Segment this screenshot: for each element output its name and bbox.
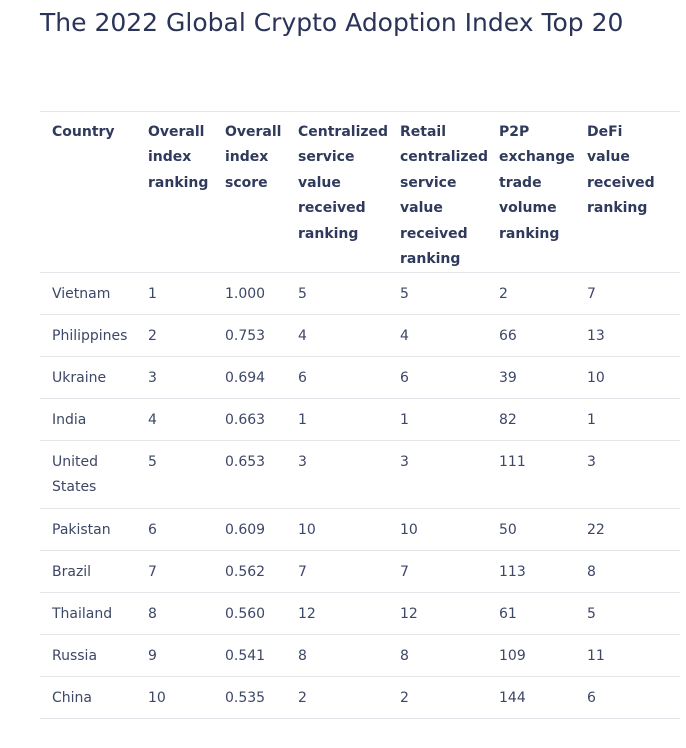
header-line: ranking (400, 251, 461, 268)
cell-overall-score: 0.653 (225, 454, 266, 471)
cell-centralized-ranking: 3 (298, 454, 307, 471)
table-row (40, 593, 680, 635)
header-defi-value-ranking (575, 112, 680, 273)
cell-country: China (52, 690, 92, 707)
cell-p2p-ranking: 61 (499, 606, 517, 623)
cell-p2p-ranking: 50 (499, 522, 517, 539)
cell-defi-ranking: 8 (587, 564, 596, 581)
cell-overall-score: 0.753 (225, 328, 266, 345)
header-line: ranking (587, 200, 648, 217)
table-row (40, 441, 680, 509)
cell-overall-score: 0.694 (225, 370, 266, 387)
page-title: The 2022 Global Crypto Adoption Index Top 20 (40, 8, 624, 37)
header-line: centralized (400, 149, 489, 166)
cell-overall-ranking: 10 (148, 690, 166, 707)
header-line: value (298, 174, 341, 191)
cell-centralized-ranking: 8 (298, 648, 307, 665)
cell-country: Ukraine (52, 370, 107, 387)
cell-overall-score: 0.562 (225, 564, 266, 581)
cell-retail-ranking: 2 (400, 690, 409, 707)
header-line: received (298, 200, 366, 217)
cell-p2p-ranking: 82 (499, 412, 517, 429)
header-line: index (225, 149, 269, 166)
cell-centralized-ranking: 2 (298, 690, 307, 707)
cell-overall-score: 0.609 (225, 522, 266, 539)
header-centralized-service-ranking (286, 112, 388, 273)
cell-p2p-ranking: 39 (499, 370, 517, 387)
cell-defi-ranking: 3 (587, 454, 596, 471)
cell-centralized-ranking: 7 (298, 564, 307, 581)
cell-defi-ranking: 10 (587, 370, 605, 387)
cell-defi-ranking: 22 (587, 522, 605, 539)
cell-retail-ranking: 6 (400, 370, 409, 387)
cell-p2p-ranking: 144 (499, 690, 526, 707)
cell-overall-ranking: 9 (148, 648, 157, 665)
header-line: Overall (225, 124, 282, 140)
cell-retail-ranking: 8 (400, 648, 409, 665)
cell-retail-ranking: 3 (400, 454, 409, 471)
cell-country: Brazil (52, 564, 92, 581)
cell-p2p-ranking: 2 (499, 286, 508, 303)
cell-defi-ranking: 13 (587, 328, 605, 345)
table-header-row (40, 112, 680, 273)
cell-centralized-ranking: 4 (298, 328, 307, 345)
header-line: service (298, 149, 355, 166)
cell-country: Pakistan (52, 522, 111, 539)
cell-p2p-ranking: 111 (499, 454, 526, 471)
cell-retail-ranking: 12 (400, 606, 418, 623)
header-line: received (587, 174, 655, 191)
header-line: value (400, 200, 443, 217)
cell-country: United States (52, 454, 98, 496)
cell-retail-ranking: 7 (400, 564, 409, 581)
cell-country: Russia (52, 648, 98, 665)
adoption-index-table (40, 111, 680, 719)
table-row (40, 509, 680, 551)
header-overall-index-ranking (136, 112, 213, 273)
cell-centralized-ranking: 10 (298, 522, 316, 539)
header-line: Retail (400, 124, 447, 140)
header-line: service (400, 174, 457, 191)
header-line: exchange (499, 149, 575, 166)
table-row (40, 551, 680, 593)
header-line: Country (52, 124, 115, 140)
cell-overall-score: 0.541 (225, 648, 266, 665)
table-row (40, 273, 680, 315)
cell-defi-ranking: 1 (587, 412, 596, 429)
cell-p2p-ranking: 109 (499, 648, 526, 665)
header-line: value (587, 149, 630, 166)
header-line: received (400, 225, 468, 242)
cell-overall-ranking: 3 (148, 370, 157, 387)
cell-centralized-ranking: 6 (298, 370, 307, 387)
cell-overall-ranking: 5 (148, 454, 157, 471)
header-line: Overall (148, 124, 205, 140)
cell-country: India (52, 412, 87, 429)
cell-centralized-ranking: 5 (298, 286, 307, 303)
cell-overall-score: 1.000 (225, 286, 266, 303)
cell-retail-ranking: 1 (400, 412, 409, 429)
cell-centralized-ranking: 1 (298, 412, 307, 429)
cell-overall-ranking: 7 (148, 564, 157, 581)
table-row (40, 399, 680, 441)
header-line: trade (499, 174, 542, 191)
header-line: P2P (499, 124, 530, 140)
cell-overall-ranking: 2 (148, 328, 157, 345)
cell-country: Thailand (52, 606, 113, 623)
cell-overall-score: 0.663 (225, 412, 266, 429)
header-p2p-exchange-ranking (487, 112, 575, 273)
header-line: ranking (298, 225, 359, 242)
header-line: ranking (499, 225, 560, 242)
cell-overall-ranking: 1 (148, 286, 157, 303)
cell-defi-ranking: 6 (587, 690, 596, 707)
header-overall-index-score (213, 112, 286, 273)
cell-centralized-ranking: 12 (298, 606, 316, 623)
header-line: Centralized (298, 124, 389, 140)
cell-overall-ranking: 8 (148, 606, 157, 623)
table-body (40, 273, 680, 719)
cell-country: Philippines (52, 328, 128, 345)
cell-retail-ranking: 10 (400, 522, 418, 539)
header-line: index (148, 149, 192, 166)
header-retail-centralized-ranking (388, 112, 487, 273)
table-row (40, 635, 680, 677)
cell-p2p-ranking: 113 (499, 564, 526, 581)
table-row (40, 677, 680, 719)
cell-defi-ranking: 7 (587, 286, 596, 303)
cell-retail-ranking: 5 (400, 286, 409, 303)
adoption-table-container[interactable] (40, 111, 655, 748)
header-line: score (225, 174, 268, 191)
header-line: DeFi (587, 124, 623, 140)
header-country (40, 112, 136, 273)
header-line: ranking (148, 174, 209, 191)
cell-p2p-ranking: 66 (499, 328, 517, 345)
cell-defi-ranking: 5 (587, 606, 596, 623)
cell-defi-ranking: 11 (587, 648, 605, 665)
cell-overall-ranking: 4 (148, 412, 157, 429)
cell-country: Vietnam (52, 286, 111, 303)
header-line: volume (499, 200, 557, 217)
table-row (40, 357, 680, 399)
cell-overall-ranking: 6 (148, 522, 157, 539)
table-row (40, 315, 680, 357)
cell-overall-score: 0.535 (225, 690, 266, 707)
cell-overall-score: 0.560 (225, 606, 266, 623)
cell-retail-ranking: 4 (400, 328, 409, 345)
